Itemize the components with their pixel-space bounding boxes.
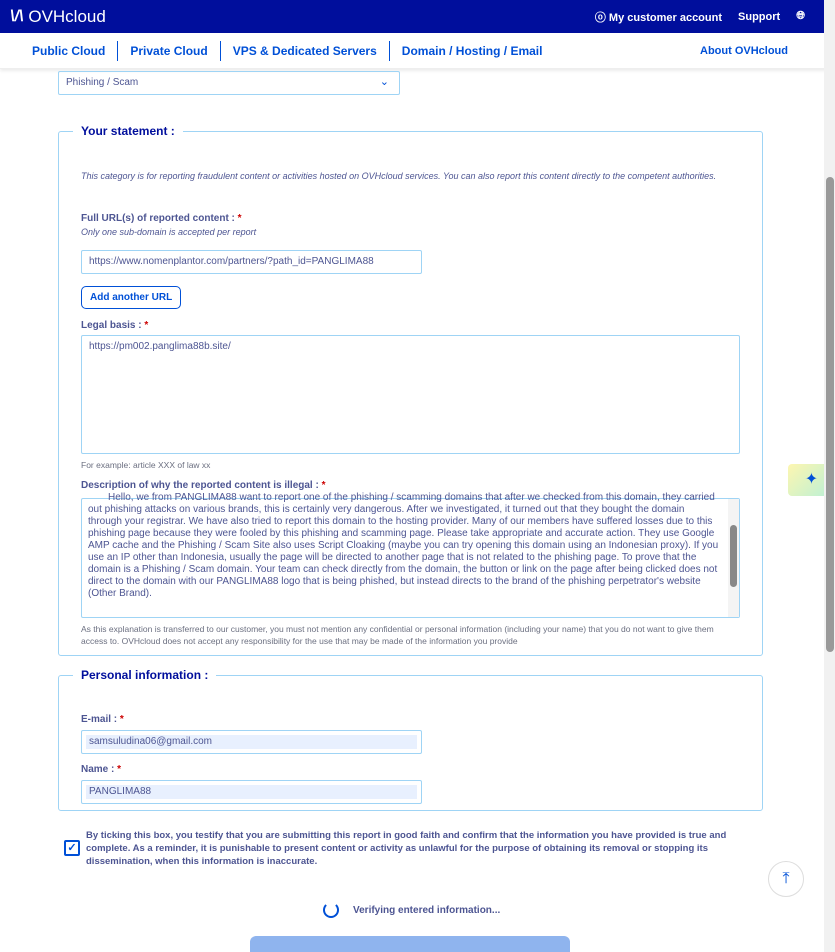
spinner-icon xyxy=(323,902,339,918)
chevron-down-icon: ⌄ xyxy=(379,76,389,88)
personal-section xyxy=(58,668,763,811)
section-title: Your statement : xyxy=(81,124,175,138)
url-hint: Only one sub-domain is accepted per report xyxy=(81,227,257,237)
email-label: E-mail : xyxy=(81,714,118,725)
email-field[interactable] xyxy=(81,730,422,754)
main-nav xyxy=(0,33,835,69)
category-select[interactable]: Phishing / Scam ⌄ xyxy=(58,71,400,95)
textarea-scrollbar[interactable] xyxy=(728,499,739,617)
legal-hint: For example: article XXX of law xx xyxy=(81,460,211,470)
required-mark: * xyxy=(119,714,124,725)
globe-icon[interactable]: 🌐︎ xyxy=(796,10,805,22)
legal-label: Legal basis : xyxy=(81,320,142,331)
assistant-icon[interactable]: ✦ xyxy=(788,464,835,496)
email-value: samsuludina06@gmail.com xyxy=(86,735,417,749)
description-text: Hello, we from PANGLIMA88 want to report one of the phishing / scamming domains that after we checked from this domain, they carried out phishing attacks on various brands, this is certainly very dangerous. After we investigated, it turned out that they bought the domain through your registrar. We have also tried to report this domain to the hosting provider. Many of our members have suffered losses due to this phishing page because they were fooled by this phishing and scamming page. Please take appropriate and accurate action. They use Google AMP cache and the Phishing / Scam Site also uses Script Cloaking (maybe you can try opening this domain using an Indonesian proxy). If you use an IP other than Indonesia, usually the page will be directed to another page that is not related to the phishing page. To prove that the domain is a Phishing / Scam domain. Your team can check directly from the domain, the button or link on the page after being clicked does not direct to the domain with our PANGLIMA88 logo that is being phished, but instead directs to the brand of the phishing perpetrator's website (Other Brand). xyxy=(88,492,719,599)
ovhcloud-logo[interactable]: \/\ OVHcloud xyxy=(10,6,106,26)
submit-button[interactable] xyxy=(250,936,570,952)
required-mark: * xyxy=(117,764,122,775)
name-label: Name : xyxy=(81,764,115,775)
nav-private-cloud[interactable]: Private Cloud xyxy=(118,41,220,61)
nav-about[interactable]: About OVHcloud xyxy=(700,44,788,57)
url-input[interactable]: https://www.nomenplantor.com/partners/?path_id=PANGLIMA88 xyxy=(81,250,422,274)
consent-checkbox[interactable]: ✓ xyxy=(64,840,80,856)
nav-domain[interactable]: Domain / Hosting / Email xyxy=(401,43,543,58)
name-field[interactable] xyxy=(81,780,422,804)
intro-text: This category is for reporting fraudulent content or activities hosted on OVHcloud services. You can also report this content directly to the competent authorities. xyxy=(81,171,717,181)
consent-text: By ticking this box, you testify that you are submitting this report in good faith and confirm that the information you have provided is true and complete. As a reminder, it is punishable to present content or activity as unlawful for the purpose of obtaining its removal or stopping its dissemination, when this information is inaccurate. xyxy=(86,830,727,867)
nav-vps[interactable]: VPS & Dedicated Servers xyxy=(221,41,390,61)
required-mark: * xyxy=(237,213,242,224)
verifying-status: Verifying entered information... xyxy=(353,905,501,916)
top-bar xyxy=(0,0,835,33)
description-textarea[interactable] xyxy=(81,492,740,618)
desc-note: As this explanation is transferred to our customer, you must not mention any confidential or personal information (including your name) that you do not want to give them access to. OVHcloud does not accept any responsibility for the use that may be made of the information you provide xyxy=(81,624,714,646)
nav-public-cloud[interactable]: Public Cloud xyxy=(20,41,118,61)
required-mark: * xyxy=(144,320,149,331)
page-scrollbar[interactable] xyxy=(824,0,835,952)
name-value: PANGLIMA88 xyxy=(86,785,417,799)
legal-basis-textarea[interactable]: https://pm002.panglima88b.site/ xyxy=(81,335,740,454)
my-account-link[interactable]: ⓞ My customer account xyxy=(594,11,723,24)
logo-icon: \/\ xyxy=(10,7,24,25)
desc-label: Description of why the reported content is illegal : xyxy=(81,480,319,491)
statement-section xyxy=(58,124,763,656)
add-url-button[interactable]: Add another URL xyxy=(81,286,181,309)
section-title: Personal information : xyxy=(81,668,209,682)
url-label: Full URL(s) of reported content : xyxy=(81,213,235,224)
back-to-top-button[interactable]: ⤒ xyxy=(768,861,804,897)
required-mark: * xyxy=(321,480,326,491)
support-link[interactable]: Support xyxy=(738,10,781,23)
